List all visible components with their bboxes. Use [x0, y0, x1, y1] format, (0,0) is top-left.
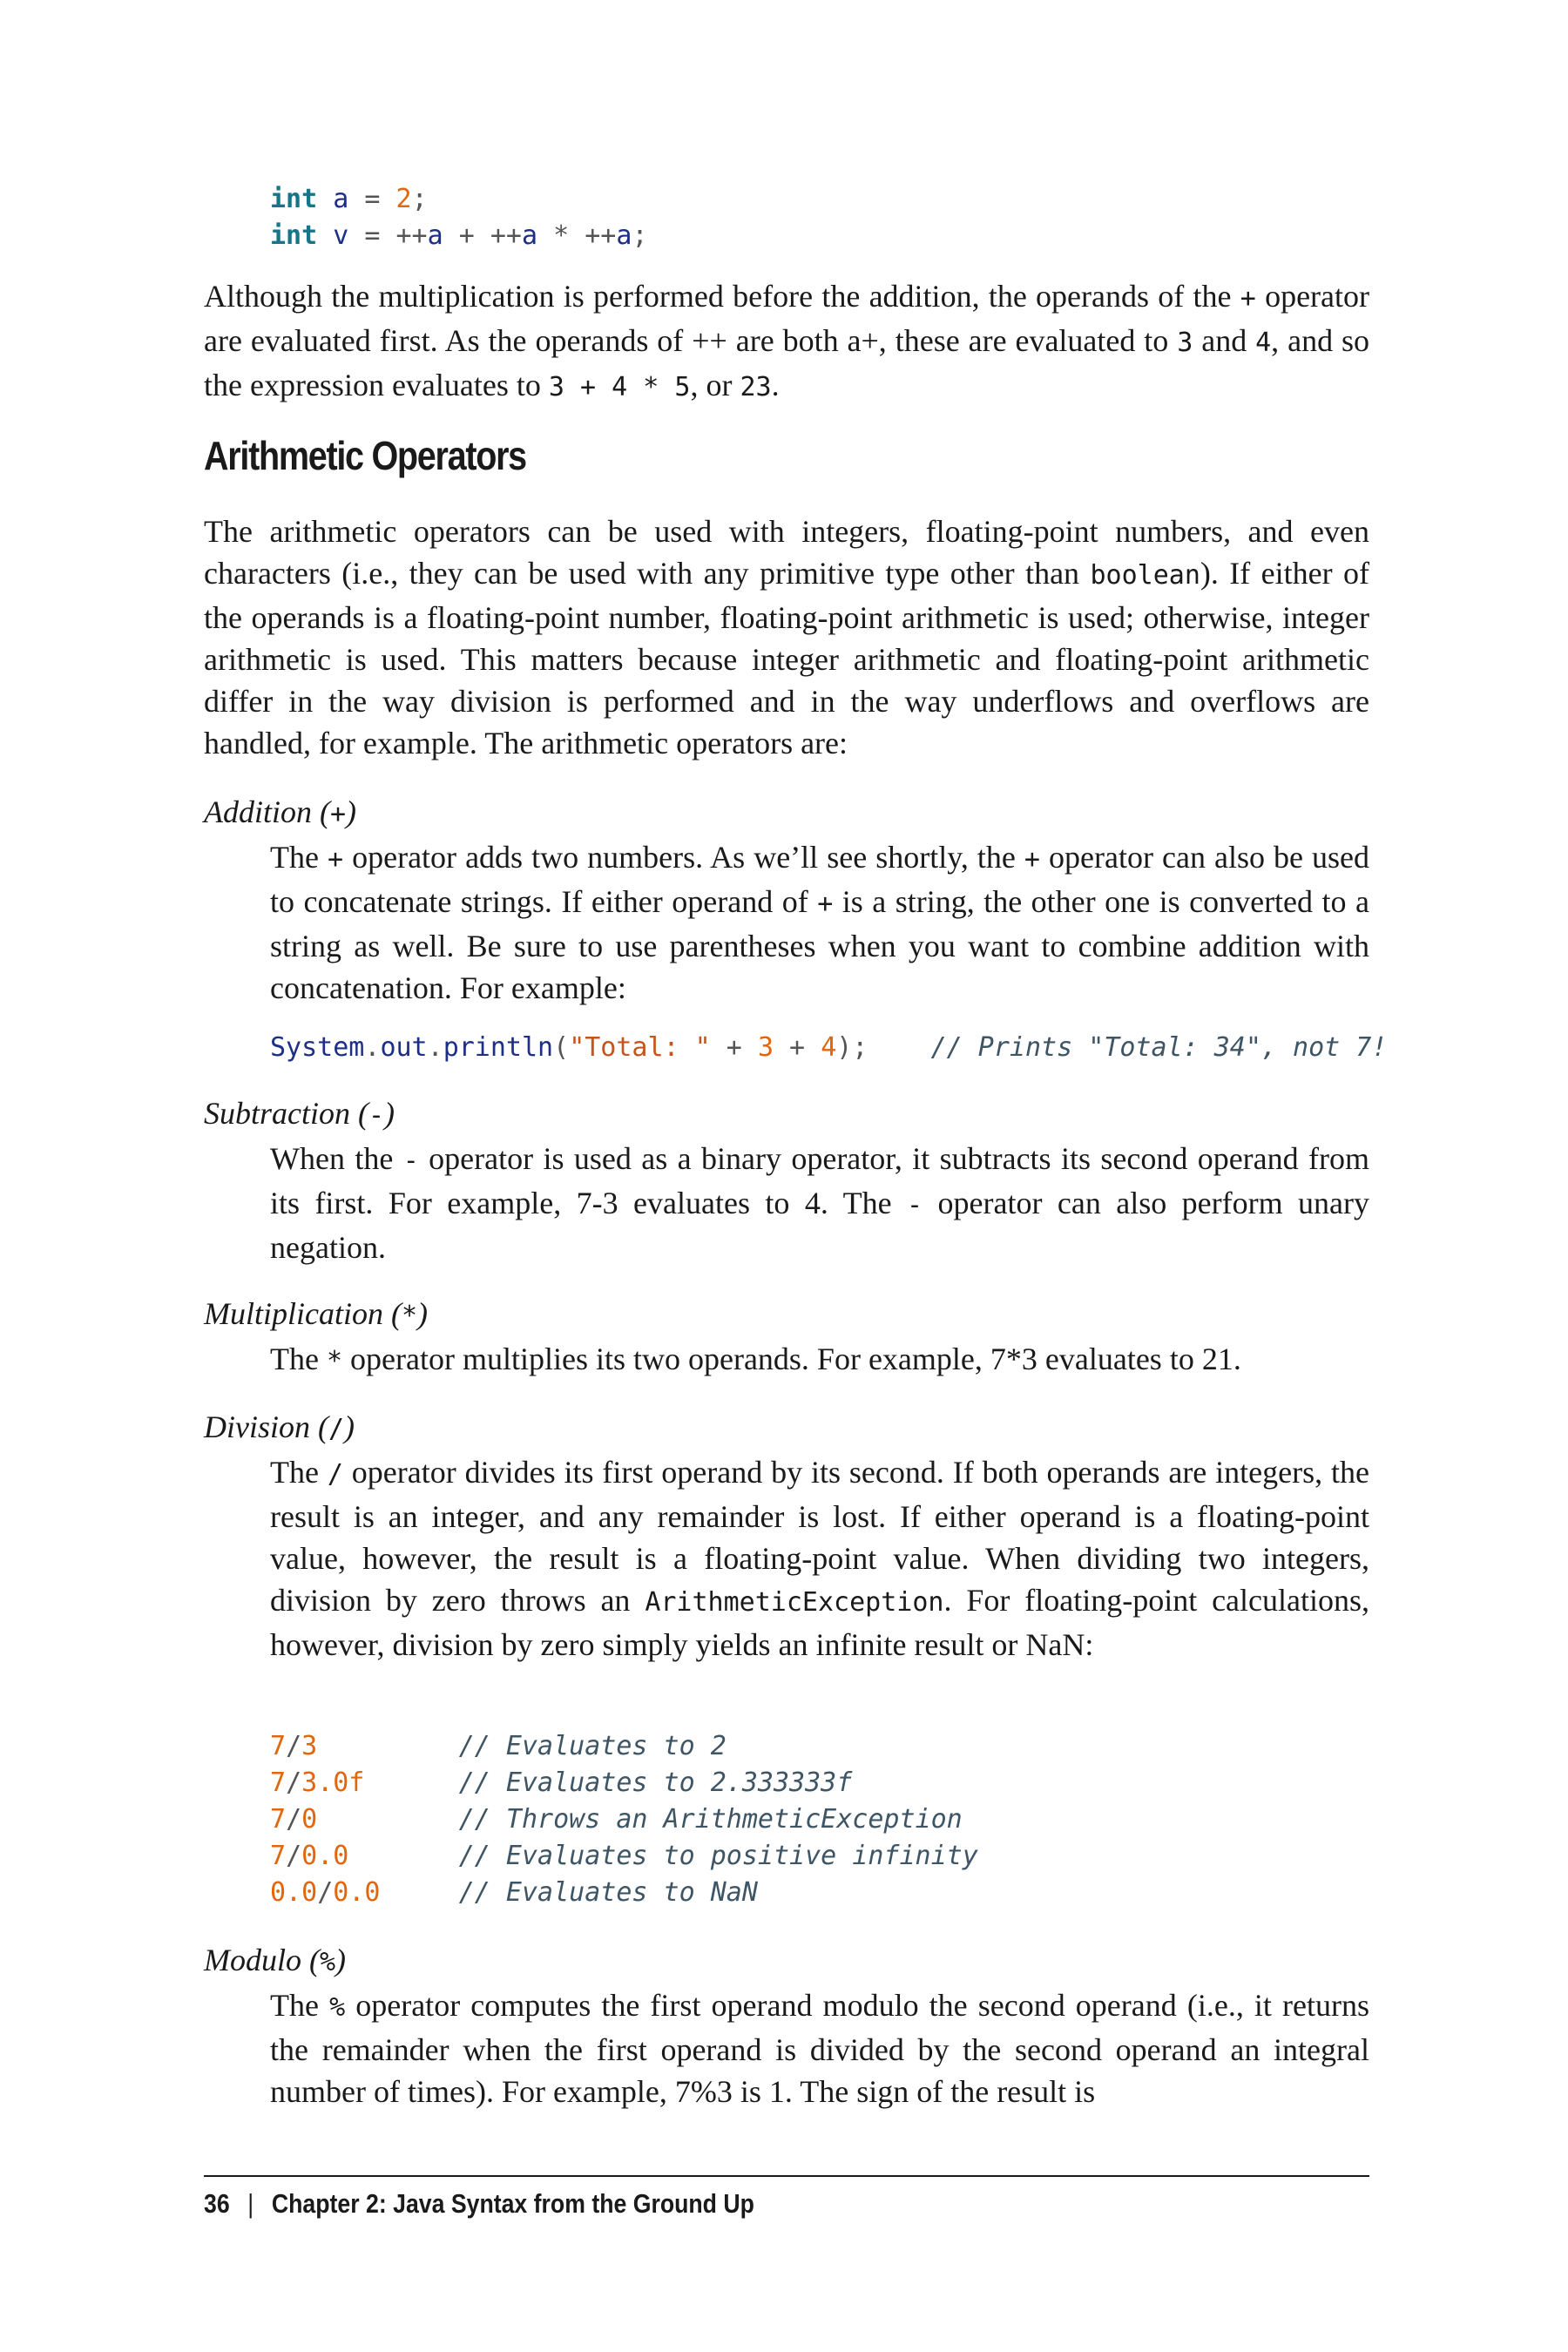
text-run: operator adds two numbers. As we’ll see shortly, the	[343, 840, 1024, 875]
term-label: Subtraction (	[204, 1096, 368, 1131]
inline-code: +	[1240, 283, 1256, 314]
term-label: Division (	[204, 1409, 328, 1444]
inline-code: %	[319, 1947, 336, 1977]
code-operator: = ++	[348, 220, 428, 251]
term-label: Modulo (	[204, 1943, 320, 1977]
term-division	[204, 1406, 1369, 1450]
text-run: ). If either of the operands is a floating-point number, floating-point arithmetic is used; otherwise, integer arithmetic is used. This matters because integer arithmetic and floating-point arithmetic differ in the way division is performed and in the way underflows and overflows are handled, for example. The arithmetic operators are:	[204, 556, 1369, 760]
code-punct: ;	[411, 184, 428, 214]
inline-code: +	[329, 799, 347, 829]
inline-code: /	[327, 1459, 343, 1490]
inline-code: *	[401, 1301, 418, 1331]
code-comment: // Evaluates to 2	[458, 1731, 727, 1761]
code-identifier: v	[333, 220, 349, 251]
code-keyword: int	[270, 184, 318, 214]
code-operator: +	[774, 1032, 821, 1063]
term-label: Multiplication (	[204, 1296, 402, 1331]
code-identifier: a	[333, 184, 349, 214]
text-run: The	[270, 1455, 328, 1490]
code-comment: // Evaluates to NaN	[458, 1877, 758, 1908]
code-spacing	[380, 1877, 458, 1908]
code-spacing	[317, 1804, 459, 1835]
code-identifier: out	[380, 1032, 428, 1063]
code-block-increment	[270, 181, 1369, 254]
text-run: Although the multiplication is performed before the addition, the operands of the	[204, 279, 1240, 314]
text-run: , or	[690, 368, 740, 402]
code-identifier: a	[522, 220, 538, 251]
text-run: operator is used as a binary operator, it subtracts its second operand from its first. For example, 7-3 evaluates to 4. The	[270, 1141, 1370, 1220]
page-number: 36	[204, 2188, 230, 2219]
code-identifier: System	[270, 1032, 365, 1063]
code-line	[270, 1875, 1369, 1911]
inline-code: +	[328, 844, 344, 875]
term-label: )	[384, 1096, 395, 1131]
inline-code: /	[328, 1414, 345, 1444]
inline-code: -	[907, 1190, 923, 1220]
code-string: "Total: "	[569, 1032, 711, 1063]
code-number: 0	[301, 1804, 318, 1835]
code-line	[270, 1838, 1369, 1875]
code-operator: + ++	[443, 220, 522, 251]
footer-rule	[204, 2175, 1369, 2177]
text-run: operator multiplies its two operands. For example, 7*3 evaluates to 21.	[342, 1342, 1241, 1376]
code-number: 2	[395, 184, 412, 214]
code-operator: /	[286, 1841, 302, 1871]
inline-code: +	[817, 889, 834, 919]
text-run: .	[771, 368, 780, 402]
code-operator: +	[710, 1032, 758, 1063]
definition-addition	[270, 836, 1369, 1009]
definition-division	[270, 1451, 1369, 1666]
code-spacing	[348, 1841, 458, 1871]
code-operator: * ++	[537, 220, 617, 251]
code-operator: /	[317, 1877, 334, 1908]
code-spacing	[317, 1731, 459, 1761]
code-number: 3	[757, 1032, 774, 1063]
section-heading: Arithmetic Operators	[204, 433, 526, 478]
code-comment: // Evaluates to 2.333333f	[458, 1767, 853, 1798]
text-run: The arithmetic operators can be used with integers, floating-point numbers, and even characters (i.e., they can be used with any primitive type other than	[204, 514, 1369, 591]
term-multiplication	[204, 1293, 1369, 1337]
term-subtraction	[204, 1092, 1369, 1137]
term-label: )	[344, 1409, 355, 1444]
term-label: )	[417, 1296, 429, 1331]
chapter-title: Chapter 2: Java Syntax from the Ground Up	[271, 2188, 754, 2219]
term-label: )	[346, 794, 357, 829]
definition-multiplication	[270, 1338, 1369, 1382]
text-run: The	[270, 1342, 327, 1376]
definition-subtraction	[270, 1138, 1369, 1268]
code-line	[270, 1801, 1369, 1838]
inline-code: -	[402, 1146, 419, 1176]
text-run: . For floating-point calculations, however, division by zero simply yields an infinite result or NaN:	[270, 1583, 1370, 1662]
text-run: When the	[270, 1141, 403, 1176]
text-run: operator computes the first operand modulo the second operand (i.e., it returns the remainder when the first operand is divided by the second operand an integral number of times). For example, 7%3 is 1. The sign of the result is	[270, 1988, 1369, 2109]
text-run: The	[270, 1988, 330, 2023]
section-paragraph	[204, 510, 1369, 764]
code-block-println	[270, 1030, 1388, 1066]
term-addition	[204, 791, 1369, 835]
text-run: operator can also perform unary negation.	[270, 1186, 1369, 1265]
code-punct: .	[427, 1032, 443, 1063]
code-number: 0.0	[333, 1877, 381, 1908]
page-footer	[204, 2188, 754, 2220]
code-number: 4	[821, 1032, 837, 1063]
text-run: , and so the expression evaluates to	[204, 323, 1369, 402]
code-spacing	[868, 1032, 930, 1063]
definition-modulo	[270, 1984, 1369, 2112]
code-comment: // Prints "Total: 34", not 7!	[930, 1032, 1388, 1063]
code-punct: ;	[632, 220, 648, 251]
inline-code: -	[368, 1100, 385, 1131]
code-number: 7	[270, 1804, 287, 1835]
code-identifier: println	[443, 1032, 554, 1063]
code-spacing	[364, 1767, 458, 1798]
inline-code: ArithmeticException	[645, 1587, 944, 1618]
code-identifier: a	[616, 220, 632, 251]
code-identifier: a	[427, 220, 443, 251]
inline-code: *	[326, 1346, 343, 1376]
text-run: operator can also be used to concatenate strings. If either operand of	[270, 840, 1369, 919]
term-label: Addition (	[204, 794, 330, 829]
code-number: 7	[270, 1841, 287, 1871]
code-line	[270, 1765, 1369, 1801]
code-number: 0.0	[270, 1877, 318, 1908]
inline-code: 23	[740, 372, 772, 402]
code-punct: .	[364, 1032, 381, 1063]
code-comment: // Throws an ArithmeticException	[458, 1804, 963, 1835]
text-run: operator are evaluated first. As the operands of ++ are both a+, these are evaluated to	[204, 279, 1370, 358]
code-punct: );	[836, 1032, 868, 1063]
term-label: )	[335, 1943, 347, 1977]
code-keyword: int	[270, 220, 318, 251]
inline-code: boolean	[1090, 560, 1200, 591]
code-operator: =	[348, 184, 396, 214]
code-punct: (	[553, 1032, 570, 1063]
term-modulo	[204, 1939, 1369, 1984]
code-operator: /	[286, 1731, 302, 1761]
code-line	[270, 1728, 1369, 1765]
footer-separator: |	[247, 2188, 254, 2219]
code-number: 0.0	[301, 1841, 349, 1871]
code-number: 7	[270, 1731, 287, 1761]
inline-code: +	[1024, 844, 1040, 875]
code-block-division	[270, 1728, 1369, 1911]
code-operator: /	[286, 1767, 302, 1798]
intro-paragraph	[204, 275, 1369, 409]
code-number: 3.0f	[301, 1767, 365, 1798]
code-number: 3	[301, 1731, 318, 1761]
code-operator: /	[286, 1804, 302, 1835]
code-number: 7	[270, 1767, 287, 1798]
inline-code: 4	[1255, 328, 1272, 358]
text-run: operator divides its first operand by its second. If both operands are integers, the result is an integer, and any remainder is lost. If either operand is a floating-point value, however, the result is a floating-point value. When dividing two integers, division by zero throws an	[270, 1455, 1369, 1618]
inline-code: %	[329, 1992, 346, 2023]
text-run: is a string, the other one is converted to a string as well. Be sure to use parentheses when you want to combine addition with concatenation. For example:	[270, 884, 1369, 1005]
inline-code: 3 + 4 * 5	[548, 372, 691, 402]
text-run: The	[270, 840, 328, 875]
code-comment: // Evaluates to positive infinity	[458, 1841, 978, 1871]
text-run: and	[1193, 323, 1256, 358]
inline-code: 3	[1177, 328, 1193, 358]
